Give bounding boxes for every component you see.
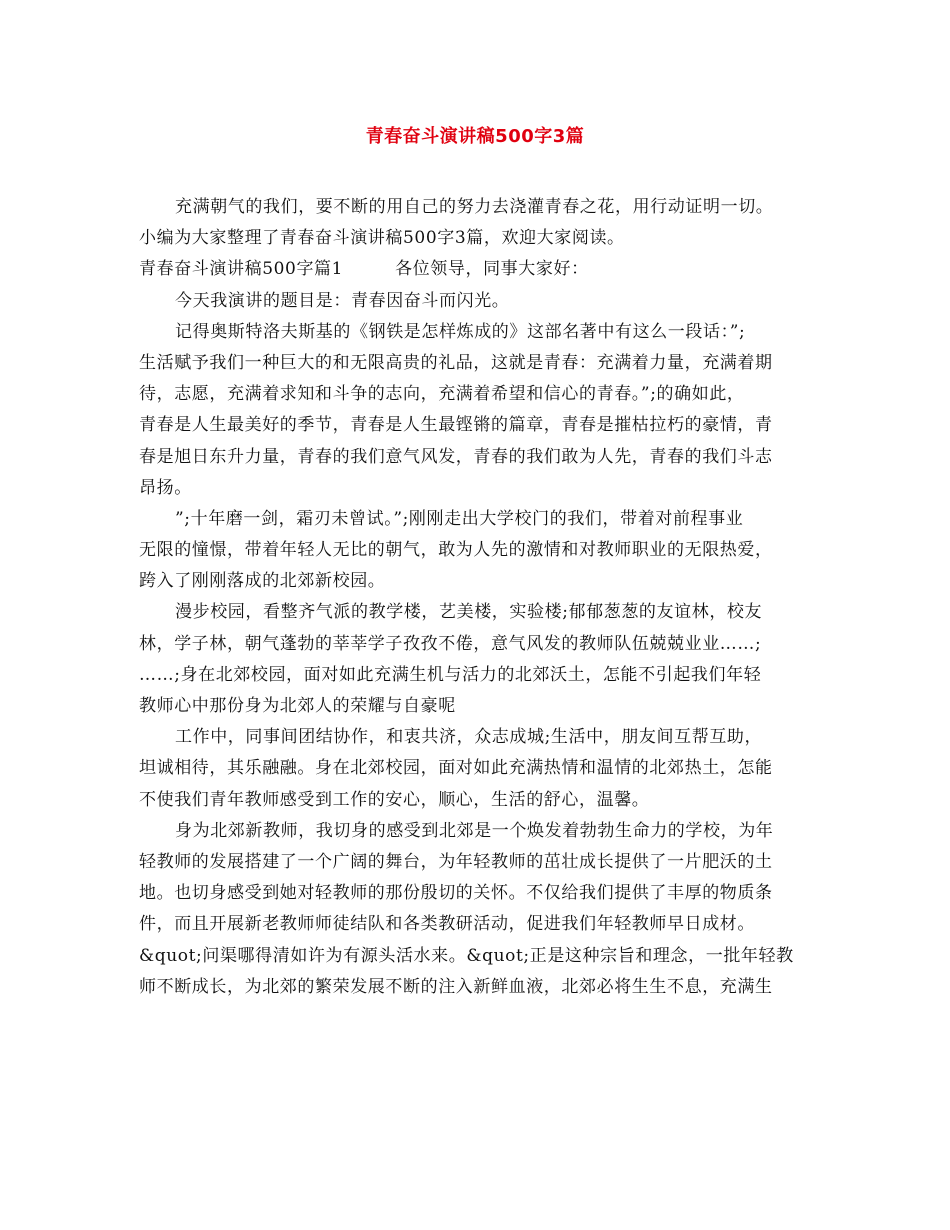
document-title: 青春奋斗演讲稿500字3篇: [365, 126, 585, 147]
paragraph-line: 今天我演讲的题目是：青春因奋斗而闪光。: [175, 290, 510, 311]
greeting: 各位领导，同事大家好：: [395, 259, 589, 280]
paragraph-line: 昂扬。: [139, 477, 192, 498]
intro-line: 充满朝气的我们，要不断的用自己的努力去浇灌青春之花，用行动证明一切。: [175, 197, 774, 217]
paragraph-line: &quot;问渠哪得清如许为有源头活水来。&quot;正是这种宗旨和理念，一批年轻教: [139, 945, 794, 966]
paragraph-line: 林，学子林，朝气蓬勃的莘莘学子孜孜不倦，意气风发的教师队伍兢兢业业……;: [139, 633, 762, 654]
paragraph-line: 师不断成长，为北郊的繁荣发展不断的注入新鲜血液，北郊必将生生不息，充满生: [139, 976, 773, 997]
paragraph-line: 待，志愿，充满着求知和斗争的志向，充满着希望和信心的青春。”;的确如此，: [139, 384, 745, 405]
paragraph-line: 青春是人生最美好的季节，青春是人生最铿锵的篇章，青春是摧枯拉朽的豪情，青: [139, 415, 773, 436]
intro-line: 小编为大家整理了青春奋斗演讲稿500字3篇，欢迎大家阅读。: [139, 228, 625, 249]
paragraphs: [139, 286, 829, 1003]
paragraph-line: 轻教师的发展搭建了一个广阔的舞台，为年轻教师的茁壮成长提供了一片肥沃的土: [139, 851, 773, 872]
paragraph-line: 无限的憧憬，带着年轻人无比的朝气，敢为人先的激情和对教师职业的无限热爱，: [139, 540, 773, 561]
paragraph-line: ”;十年磨一剑，霜刃未曾试。”;刚刚走出大学校门的我们，带着对前程事业: [175, 508, 744, 529]
paragraph-line: 生活赋予我们一种巨大的和无限高贵的礼品，这就是青春：充满着力量，充满着期: [139, 352, 773, 373]
paragraph-line: 身为北郊新教师，我切身的感受到北郊是一个焕发着勃勃生命力的学校，为年: [175, 820, 774, 841]
paragraph-line: ……;身在北郊校园，面对如此充满生机与活力的北郊沃土，怎能不引起我们年轻: [139, 664, 762, 685]
paragraph-line: 不使我们青年教师感受到工作的安心，顺心，生活的舒心，温馨。: [139, 789, 650, 810]
paragraph-line: 教师心中那份身为北郊人的荣耀与自豪呢: [139, 696, 456, 716]
section-heading-line: [139, 254, 829, 285]
paragraph-line: 记得奥斯特洛夫斯基的《钢铁是怎样炼成的》这部名著中有这么一段话：”;: [175, 321, 746, 342]
paragraph-line: 春是旭日东升力量，青春的我们意气风发，青春的我们敢为人先，青春的我们斗志: [139, 446, 773, 467]
paragraph-line: 跨入了刚刚落成的北郊新校园。: [139, 571, 386, 592]
paragraph-line: 地。也切身感受到她对轻教师的那份殷切的关怀。不仅给我们提供了丰厚的物质条: [139, 883, 773, 904]
paragraph-line: 工作中，同事间团结协作，和衷共济，众志成城;生活中，朋友间互帮互助，: [175, 727, 763, 748]
paragraph-line: 件，而且开展新老教师师徒结队和各类教研活动，促进我们年轻教师早日成材。: [139, 914, 755, 935]
document-body: [139, 192, 829, 1003]
paragraph-line: 漫步校园，看整齐气派的教学楼，艺美楼，实验楼;郁郁葱葱的友谊林，校友: [175, 602, 763, 623]
paragraph-line: 坦诚相待，其乐融融。身在北郊校园，面对如此充满热情和温情的北郊热土，怎能: [139, 758, 773, 779]
section-heading: 青春奋斗演讲稿500字篇1: [139, 259, 344, 280]
